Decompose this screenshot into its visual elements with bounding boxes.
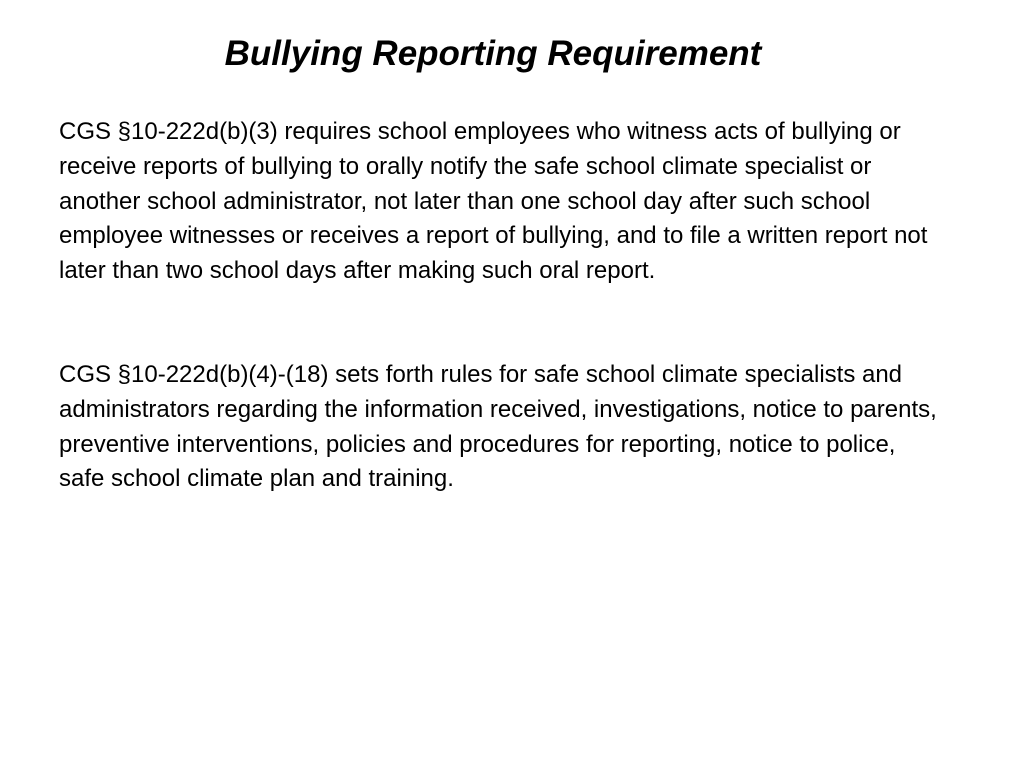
page-title: Bullying Reporting Requirement <box>224 34 762 73</box>
paragraph-rules-for-specialists: CGS §10-222d(b)(4)-(18) sets forth rules for safe school climate specialists and administrators regarding the information received, investigations, notice to parents, preventive interventions, policies and procedures for reporting, notice to police, safe school climate plan and training. <box>59 361 937 493</box>
paragraph-reporting-requirement: CGS §10-222d(b)(3) requires school employees who witness acts of bullying or receive reports of bullying to orally notify the safe school climate specialist or another school administrator, not later than one school day after such school employee witnesses or receives a report of bullying, and to file a written report not later than two school days after making such oral report. <box>59 118 928 285</box>
